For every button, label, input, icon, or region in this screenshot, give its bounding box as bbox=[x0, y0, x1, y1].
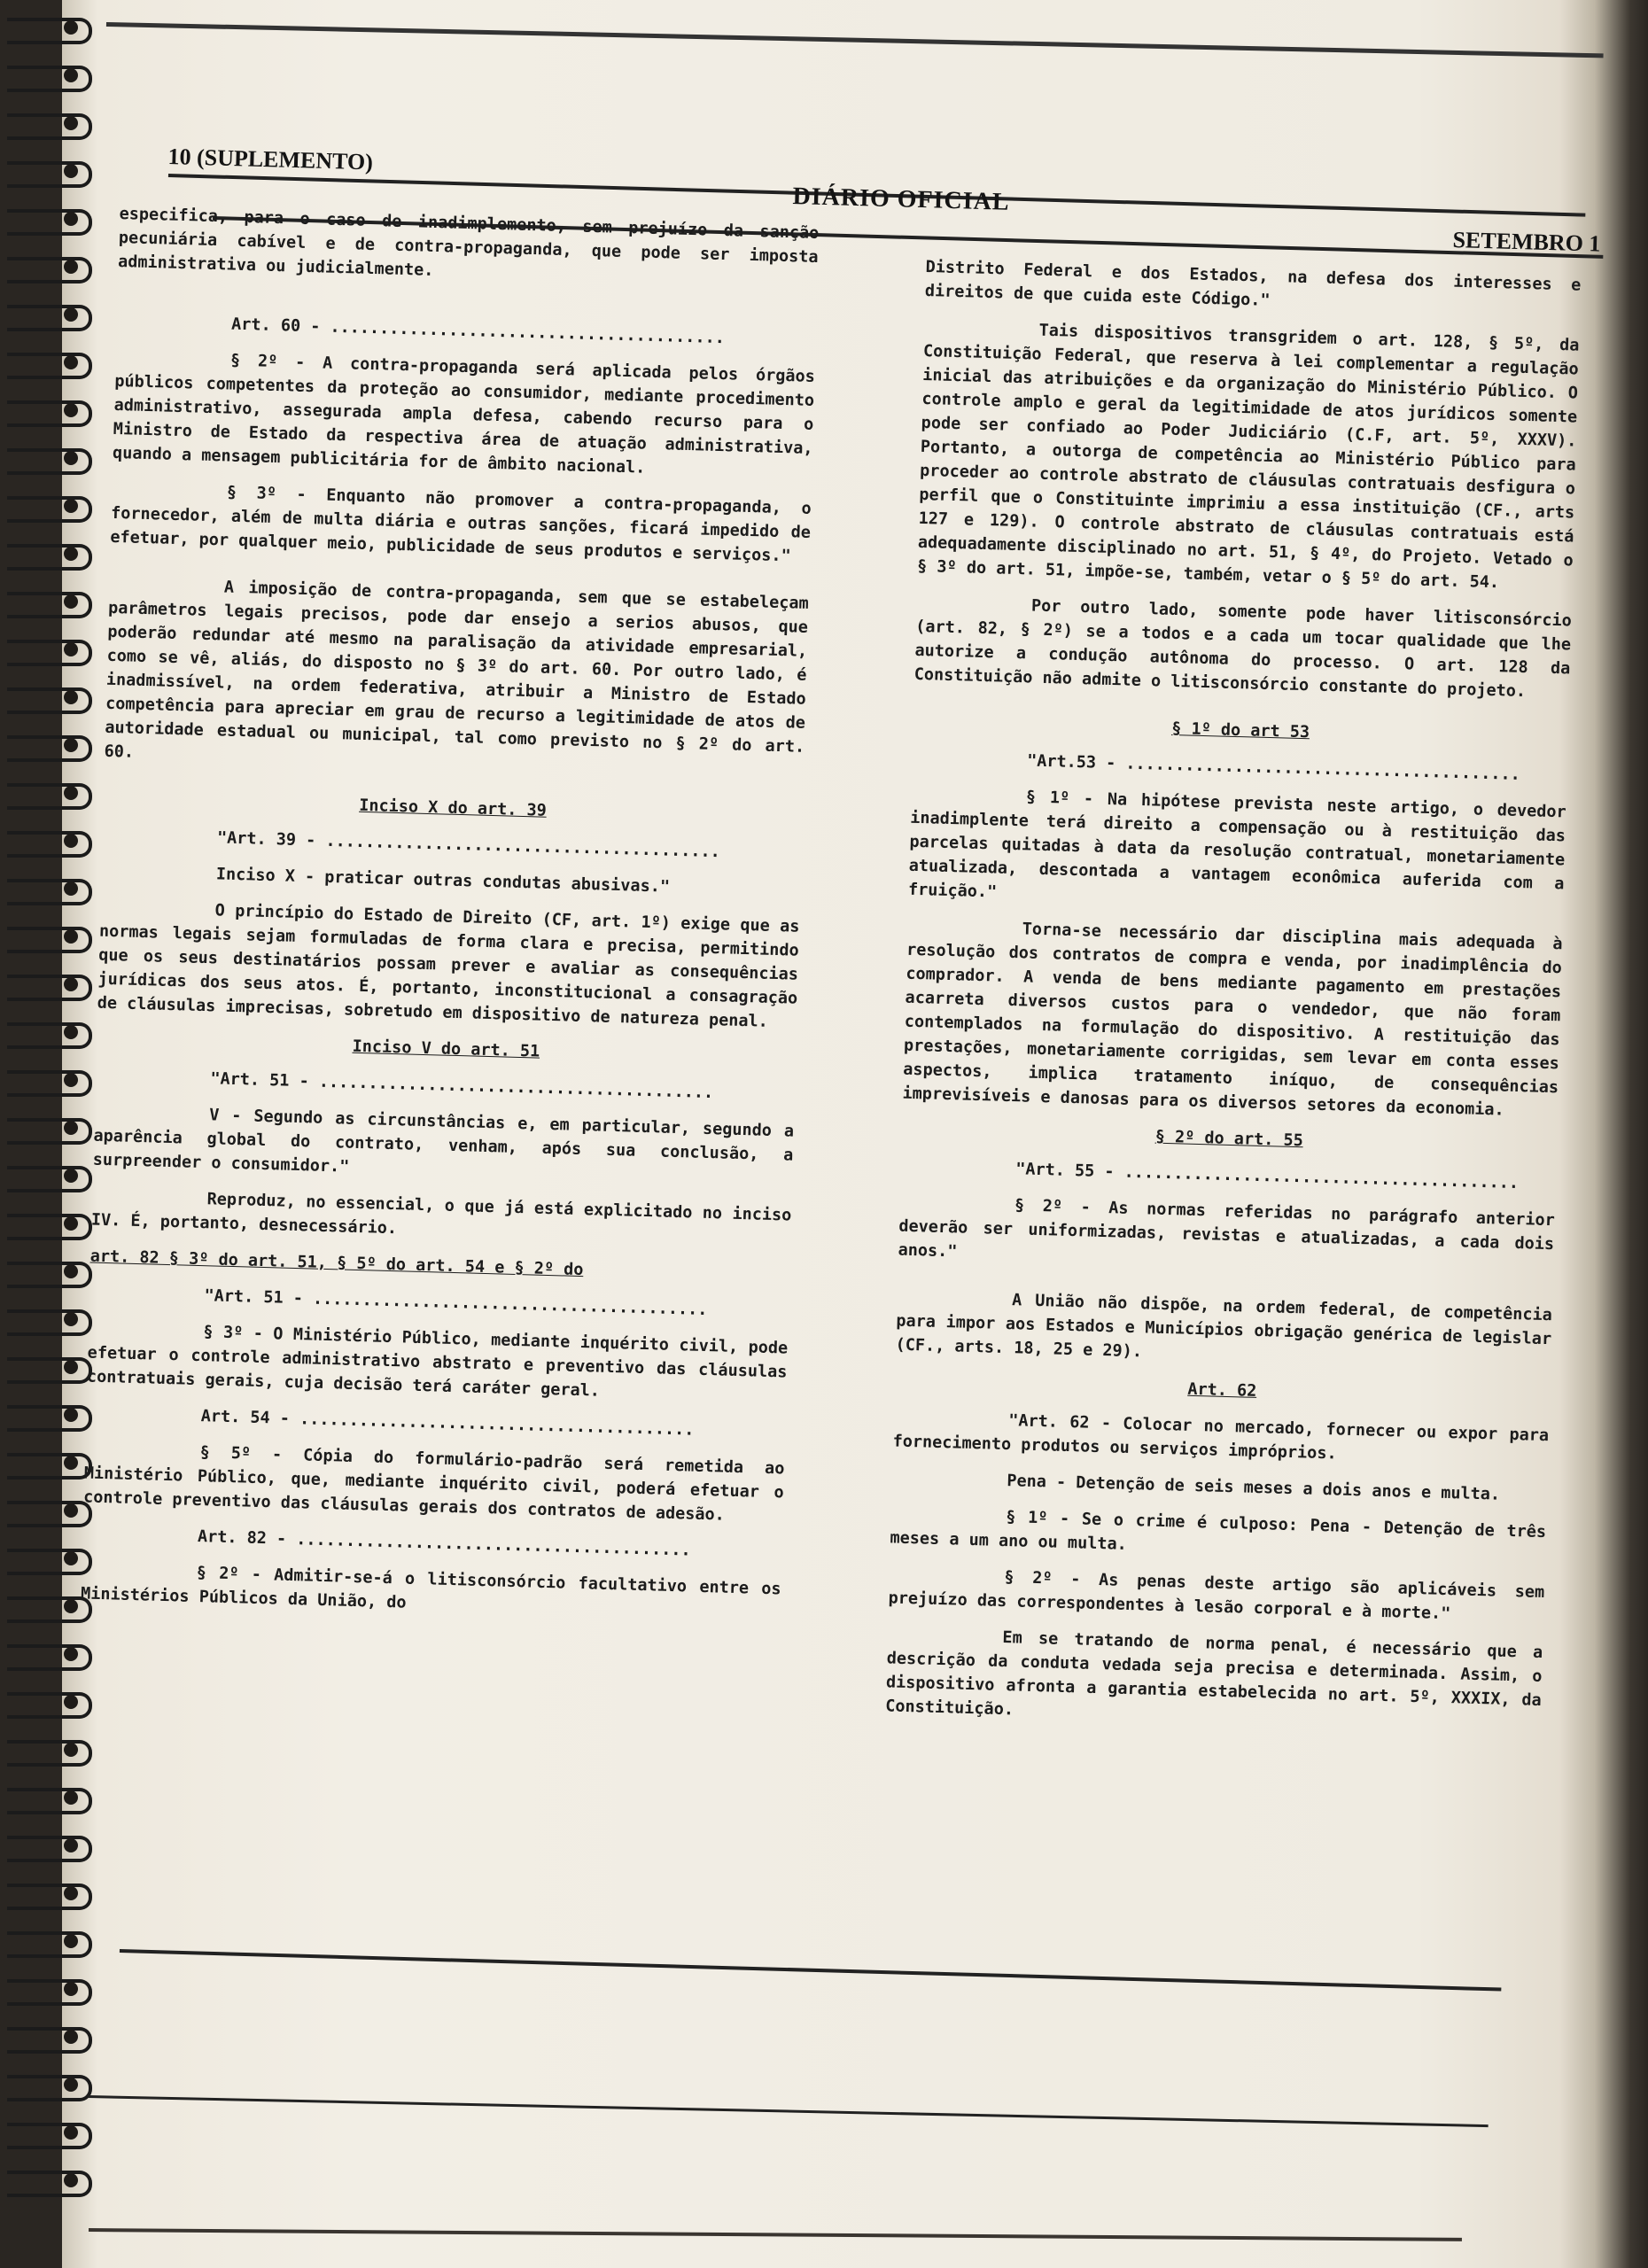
binding-hole bbox=[64, 307, 78, 322]
text-paragraph: "Art. 62 - Colocar no mercado, fornecer ou expor para fornecimento produtos ou serviços impróprios. bbox=[892, 1411, 1550, 1464]
binding-hole bbox=[64, 1503, 78, 1518]
spiral-ring bbox=[7, 1453, 92, 1480]
spiral-binding bbox=[0, 0, 97, 2268]
text-paragraph: Distrito Federal e dos Estados, na defesa dos interesses e direitos de que cuida este Código." bbox=[924, 257, 1582, 310]
binding-hole bbox=[64, 2078, 78, 2092]
spiral-ring bbox=[7, 1884, 92, 1910]
binding-hole bbox=[64, 1647, 78, 1661]
binding-hole bbox=[64, 1264, 78, 1278]
spiral-ring bbox=[7, 1501, 92, 1527]
spiral-ring bbox=[7, 2123, 92, 2149]
spiral-ring bbox=[7, 975, 92, 1001]
binding-hole bbox=[64, 403, 78, 417]
spiral-ring bbox=[7, 592, 92, 618]
spiral-ring bbox=[7, 1549, 92, 1575]
text-paragraph: "Art. 51 - ........................................ bbox=[210, 1069, 714, 1103]
text-paragraph: Reproduz, no essencial, o que já está explicitado no inciso IV. É, portanto, desnecessário. bbox=[90, 1190, 792, 1239]
binding-hole bbox=[64, 1121, 78, 1135]
spiral-ring bbox=[7, 1836, 92, 1862]
binding-hole bbox=[64, 2030, 78, 2044]
footer-rule-2 bbox=[89, 2095, 1489, 2127]
binding-hole bbox=[64, 2125, 78, 2140]
binding-hole bbox=[64, 1216, 78, 1231]
spiral-ring bbox=[7, 353, 92, 379]
binding-hole bbox=[64, 1743, 78, 1757]
text-paragraph: "Art. 51 - ........................................ bbox=[204, 1286, 708, 1320]
spiral-ring bbox=[7, 687, 92, 714]
spiral-ring bbox=[7, 1262, 92, 1288]
spiral-ring bbox=[7, 1070, 92, 1097]
spiral-ring bbox=[7, 209, 92, 236]
binding-hole bbox=[64, 738, 78, 752]
text-paragraph: § 2º - Admitir-se-á o litisconsórcio facultativo entre os Ministérios Públicos da União, do bbox=[80, 1564, 781, 1612]
text-paragraph: especifica, para o caso de inadimplemento, sem prejuízo da sanção pecuniária cabível e de contra-propaganda, que pode ser imposta administrativa ou judicialmente. bbox=[117, 204, 820, 280]
binding-hole bbox=[64, 642, 78, 656]
spiral-ring bbox=[7, 18, 92, 44]
spiral-ring bbox=[7, 161, 92, 188]
text-paragraph: § 3º - Enquanto não promover a contra-propaganda, o fornecedor, além de multa diária e outras sanções, ficará impedido de efetuar, por qualquer meio, publicidade de seus produtos e serviços." bbox=[110, 483, 812, 566]
section-heading: § 1º do art 53 bbox=[1170, 718, 1310, 742]
spiral-ring bbox=[7, 1644, 92, 1671]
spiral-ring bbox=[7, 113, 92, 140]
header-month: SETEMBRO 1 bbox=[1452, 227, 1601, 257]
binding-hole bbox=[64, 20, 78, 35]
binding-hole bbox=[64, 1360, 78, 1374]
binding-hole bbox=[64, 1599, 78, 1613]
spiral-ring bbox=[7, 1022, 92, 1049]
text-paragraph: § 2º - A contra-propaganda será aplicada pelos órgãos públicos competentes da proteção ao consumidor, mediante procedimento administrativo, assegurada ampla defesa, cabendo recurso para o Ministro de Estado da respectiva área de atuação administrativa, quando a mensagem publicitária for de âmbito nacional. bbox=[112, 351, 816, 478]
spiral-ring bbox=[7, 1309, 92, 1336]
top-edge-line bbox=[106, 22, 1604, 58]
binding-hole bbox=[64, 1073, 78, 1087]
spiral-ring bbox=[7, 1740, 92, 1767]
spiral-ring bbox=[7, 1788, 92, 1814]
text-paragraph: O princípio do Estado de Direito (CF, art. 1º) exige que as normas legais sejam formuladas de forma clara e precisa, permitindo que os seus destinatários possam prever e avaliar as consequências jurídicas dos seus atos. É, portanto, inconstitucional a consagração de cláusulas imprecisas, sobretudo em dispositivo de natureza penal. bbox=[97, 901, 800, 1031]
text-paragraph: Tais dispositivos transgridem o art. 128, § 5º, da Constituição Federal, que reserva à lei complementar a regulação inicial das atribuições e da organização do Ministério Público. O controle amplo e geral da legitimidade de atos jurídicos somente pode ser confiado ao Poder Judiciário (C.F, art. 5º, XXXV). Portanto, a outorga de competência ao Ministério Público para proceder ao controle abstrato de cláusulas contratuais desfigura o perfil que o Constituinte imprimiu a essa instituição (CF., arts 127 e 129). O controle abstrato de cláusulas contratuais está adequadamente disciplinado no art. 51, § 4º, do Projeto. Vetado o § 3º do art. 51, impõe-se, também, vetar o § 5º do art. 54. bbox=[916, 321, 1580, 593]
spiral-ring bbox=[7, 2075, 92, 2101]
spiral-ring bbox=[7, 2027, 92, 2054]
text-paragraph: "Art. 39 - ........................................ bbox=[216, 828, 721, 862]
text-paragraph: Art. 82 - ........................................ bbox=[197, 1527, 691, 1560]
text-paragraph: "Art.53 - ........................................ bbox=[1026, 751, 1521, 784]
spiral-ring bbox=[7, 735, 92, 762]
text-paragraph: § 2º - As normas referidas no parágrafo anterior deverão ser uniformizadas, revistas e atualizadas, a cada dois anos." bbox=[898, 1196, 1556, 1262]
text-paragraph: § 5º - Cópia do formulário-padrão será remetida ao Ministério Público, que, mediante inquérito civil, poderá efetuar o controle preventivo das cláusulas gerais dos contratos de adesão. bbox=[82, 1443, 785, 1525]
spiral-ring bbox=[7, 305, 92, 331]
binding-hole bbox=[64, 68, 78, 82]
text-paragraph: Pena - Detenção de seis meses a dois anos e multa. bbox=[1007, 1472, 1501, 1504]
section-heading: Inciso V do art. 51 bbox=[352, 1037, 540, 1061]
section-heading: art. 82 § 3º do art. 51, § 5º do art. 54 e § 2º do bbox=[89, 1247, 584, 1280]
text-paragraph: Art. 54 - ........................................ bbox=[200, 1407, 695, 1440]
spiral-ring bbox=[7, 2171, 92, 2197]
spiral-ring bbox=[7, 544, 92, 571]
binding-hole bbox=[64, 212, 78, 226]
binding-hole bbox=[64, 1982, 78, 1996]
left-column bbox=[80, 202, 819, 1637]
spiral-ring bbox=[7, 448, 92, 475]
spiral-ring bbox=[7, 1214, 92, 1240]
page-label: 10 (SUPLEMENTO) bbox=[167, 144, 374, 175]
spiral-ring bbox=[7, 1118, 92, 1145]
text-paragraph: A imposição de contra-propaganda, sem que se estabeleçam parâmetros legais precisos, pode dar ensejo a serios abusos, que poderão redundar até mesmo na paralisação da atividade empresarial, como se vê, aliás, do disposto no § 3º do art. 60. Por outro lado, é inadmissível, na ordem federativa, atribuir a Ministro de Estado competência para apreciar em grau de recurso a legitimidade de atos de autoridade estadual ou municipal, tal como previsto no § 2º do art. 60. bbox=[104, 578, 809, 762]
text-paragraph: § 2º - As penas deste artigo são aplicáveis sem prejuízo das correspondentes à lesão corporal e à morte." bbox=[888, 1568, 1545, 1624]
binding-hole bbox=[64, 929, 78, 944]
binding-hole bbox=[64, 786, 78, 800]
binding-hole bbox=[64, 1408, 78, 1422]
spiral-ring bbox=[7, 1405, 92, 1432]
binding-hole bbox=[64, 594, 78, 609]
binding-hole bbox=[64, 1025, 78, 1039]
spiral-ring bbox=[7, 879, 92, 905]
binding-hole bbox=[64, 1456, 78, 1470]
binding-hole bbox=[64, 1169, 78, 1183]
spiral-ring bbox=[7, 640, 92, 666]
newspaper-title: DIÁRIO OFICIAL bbox=[792, 183, 1010, 216]
binding-hole bbox=[64, 1312, 78, 1326]
binding-hole bbox=[64, 2173, 78, 2187]
binding-hole bbox=[64, 1695, 78, 1709]
text-paragraph: § 1º - Na hipótese prevista neste artigo, o devedor inadimplente terá direito a compensação ou à restituição das parcelas quitadas à data da resolução contratual, monetariamente atualizada, descontada a vantagem econômica auferida com a fruição." bbox=[907, 788, 1567, 902]
text-paragraph: Inciso X - praticar outras condutas abusivas." bbox=[215, 865, 671, 897]
text-paragraph: § 1º - Se o crime é culposo: Pena - Detenção de três meses a um ano ou multa. bbox=[890, 1508, 1547, 1554]
text-paragraph: V - Segundo as circunstâncias e, em particular, segundo a aparência global do contrato, venham, após sua conclusão, a surpreender o consumidor." bbox=[92, 1106, 795, 1177]
spiral-ring bbox=[7, 1931, 92, 1958]
binding-hole bbox=[64, 547, 78, 561]
binding-hole bbox=[64, 977, 78, 991]
section-heading: Inciso X do art. 39 bbox=[358, 796, 548, 820]
spiral-ring bbox=[7, 831, 92, 858]
binding-hole bbox=[64, 116, 78, 130]
binding-hole bbox=[64, 1790, 78, 1805]
binding-hole bbox=[64, 355, 78, 369]
binding-hole bbox=[64, 260, 78, 274]
footer-rule-1 bbox=[120, 1949, 1502, 1992]
spiral-ring bbox=[7, 1979, 92, 2006]
text-paragraph: Por outro lado, somente pode haver litisconsórcio (art. 82, § 2º) se a todos e a cada um tocar qualidade que lhe autorize a condução autônoma do processo. O art. 128 da Constituição não admite o litisconsórcio constante do projeto. bbox=[913, 596, 1573, 702]
spiral-ring bbox=[7, 927, 92, 953]
spiral-ring bbox=[7, 257, 92, 284]
text-paragraph: Em se tratando de norma penal, é necessário que a descrição da conduta vedada seja precisa e determinada. Assim, o dispositivo afronta a garantia estabelecida no art. 5º, XXXIX, da Constituição. bbox=[884, 1628, 1543, 1720]
binding-hole bbox=[64, 1551, 78, 1565]
right-column bbox=[884, 255, 1581, 1749]
text-paragraph: Torna-se necessário dar disciplina mais adequada à resolução dos contratos de compra e venda, por inadimplência do comprador. A venda de bens mediante pagamento em prestações acarreta diversos custos para o vendedor, que não foram contemplados na formulação do dispositivo. A restituição das prestações, monetariamente corrigidas, sem levar em conta esses aspectos, implica tratamento iníquo, de consequências imprevisíveis e danosas para os diversos setores da economia. bbox=[902, 920, 1563, 1120]
binding-hole bbox=[64, 499, 78, 513]
binding-hole bbox=[64, 451, 78, 465]
text-paragraph: A União não dispõe, na ordem federal, de competência para impor aos Estados e Municípios obrigação genérica de legislar (CF., arts. 18, 25 e 29). bbox=[895, 1291, 1553, 1362]
binding-hole bbox=[64, 690, 78, 704]
spiral-ring bbox=[7, 400, 92, 427]
binding-hole bbox=[64, 882, 78, 896]
spiral-ring bbox=[7, 783, 92, 810]
text-paragraph: Art. 60 - ........................................ bbox=[230, 315, 726, 348]
spiral-ring bbox=[7, 66, 92, 92]
section-heading: § 2º do art. 55 bbox=[1154, 1127, 1304, 1151]
binding-hole bbox=[64, 834, 78, 848]
spiral-ring bbox=[7, 1166, 92, 1192]
text-paragraph: "Art. 55 - ........................................ bbox=[1014, 1160, 1520, 1193]
spiral-ring bbox=[7, 496, 92, 523]
section-heading: Art. 62 bbox=[1187, 1379, 1257, 1401]
text-paragraph: § 3º - O Ministério Público, mediante inquérito civil, pode efetuar o controle administrativo abstrato e preventivo das cláusulas contratuais gerais, cuja decisão terá caráter geral. bbox=[86, 1323, 789, 1401]
bottom-edge-line bbox=[89, 2228, 1462, 2241]
spiral-ring bbox=[7, 1357, 92, 1384]
spiral-ring bbox=[7, 1692, 92, 1719]
binding-hole bbox=[64, 164, 78, 178]
binding-hole bbox=[64, 1886, 78, 1900]
binding-hole bbox=[64, 1838, 78, 1852]
binding-hole bbox=[64, 1934, 78, 1948]
